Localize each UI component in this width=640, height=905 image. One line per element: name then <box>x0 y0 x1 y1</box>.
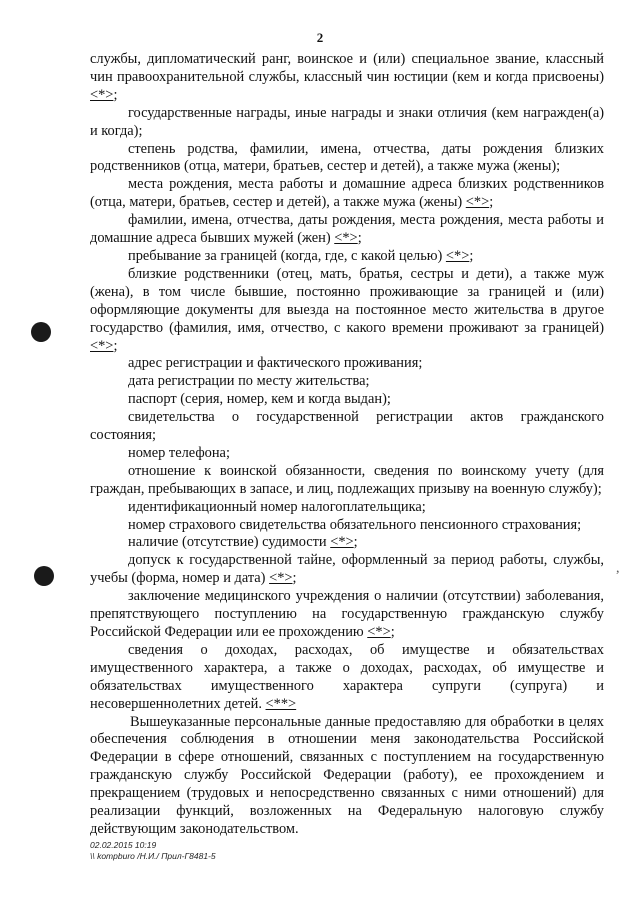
paragraph: фамилии, имена, отчества, даты рождения, места рождения, места работы и домашние адреса бывших мужей (жен) <*>; <box>90 212 604 247</box>
paragraph: службы, дипломатический ранг, воинское и (или) специальное звание, классный чин правоохранительной службы, классный чин юстиции (кем и когда присвоены) <*>; <box>90 51 604 103</box>
footnote-ref[interactable]: <*> <box>330 534 354 551</box>
document-footer <box>90 840 216 862</box>
footnote-ref[interactable]: <*> <box>90 337 114 354</box>
paragraph: места рождения, места работы и домашние адреса близких родственников (отца, матери, братьев, сестер и детей), а также мужа (жены) <*>; <box>90 176 604 211</box>
paragraph: допуск к государственной тайне, оформленный за период работы, службы, учебы (форма, номер и дата) <*>; <box>90 552 604 587</box>
paragraph: государственные награды, иные награды и знаки отличия (кем награжден(а) и когда); <box>90 104 604 139</box>
footer-timestamp: 02.02.2015 10:19 <box>90 840 157 850</box>
paragraph: номер страхового свидетельства обязательного пенсионного страхования; <box>128 516 582 533</box>
paragraph: отношение к воинской обязанности, сведения по воинскому учету (для граждан, пребывающих в запасе, и лиц, подлежащих призыву на военную службу); <box>90 462 604 497</box>
footnote-ref[interactable]: <*> <box>334 230 358 247</box>
punch-hole-bottom <box>34 566 54 586</box>
paragraph: адрес регистрации и фактического проживания; <box>128 355 423 372</box>
margin-mark: , <box>616 561 620 576</box>
footnote-ref[interactable]: <*> <box>90 86 114 103</box>
paragraph: свидетельства о государственной регистрации актов гражданского состояния; <box>90 409 604 444</box>
paragraph: сведения о доходах, расходах, об имуществе и обязательствах имущественного характера, а также о доходах, расходах, об имуществе и обязательствах имущественного характера супруги (супруга) и несовершеннолетних детей. <**> <box>90 641 604 712</box>
paragraph: пребывание за границей (когда, где, с какой целью) <*>; <box>128 247 474 264</box>
paragraph: степень родства, фамилии, имена, отчества, даты рождения близких родственников (отца, матери, братьев, сестер и детей), а также мужа (жены); <box>90 140 604 175</box>
paragraph: идентификационный номер налогоплательщика; <box>128 498 426 515</box>
footnote-ref[interactable]: <*> <box>269 570 293 587</box>
paragraph: Вышеуказанные персональные данные предоставляю для обработки в целях обеспечения соблюдения в отношении меня законодательства Российской Федерации в сфере отношений, связанных с поступлением на государственную гражданскую службу Российской Федерации (работу), ее прохождением и прекращением (трудовых и непосредственно связанных с ними отношений) для реализации функций, возложенных на Федеральную налоговую службу действующим законодательством. <box>90 713 604 837</box>
footnote-ref[interactable]: <*> <box>445 247 470 264</box>
footnote-ref[interactable]: <**> <box>265 695 297 712</box>
footnote-ref[interactable]: <*> <box>465 194 490 211</box>
paragraph: близкие родственники (отец, мать, братья, сестры и дети), а также муж (жена), в том числе бывшие, постоянно проживающие за границей и (или) оформляющие документы для выезда на постоянное место жительства в другое государство (фамилия, имя, отчество, с какого времени проживают за границей) <*>; <box>90 265 604 354</box>
document-body <box>90 51 604 839</box>
paragraph: паспорт (серия, номер, кем и когда выдан); <box>128 391 391 408</box>
paragraph: наличие (отсутствие) судимости <*>; <box>128 534 358 551</box>
paragraph: дата регистрации по месту жительства; <box>128 373 370 390</box>
punch-hole-top <box>31 322 51 342</box>
footnote-ref[interactable]: <*> <box>367 624 391 640</box>
page-number: 2 <box>316 30 324 45</box>
footer-file-path: \\ kompburo /Н.И./ Прил-Г8481-5 <box>90 851 216 861</box>
paragraph: номер телефона; <box>128 444 230 461</box>
paragraph: заключение медицинского учреждения о наличии (отсутствии) заболевания, препятствующего поступлению на государственную гражданскую службу Российской Федерации или ее прохождению <*>; <box>90 588 604 640</box>
